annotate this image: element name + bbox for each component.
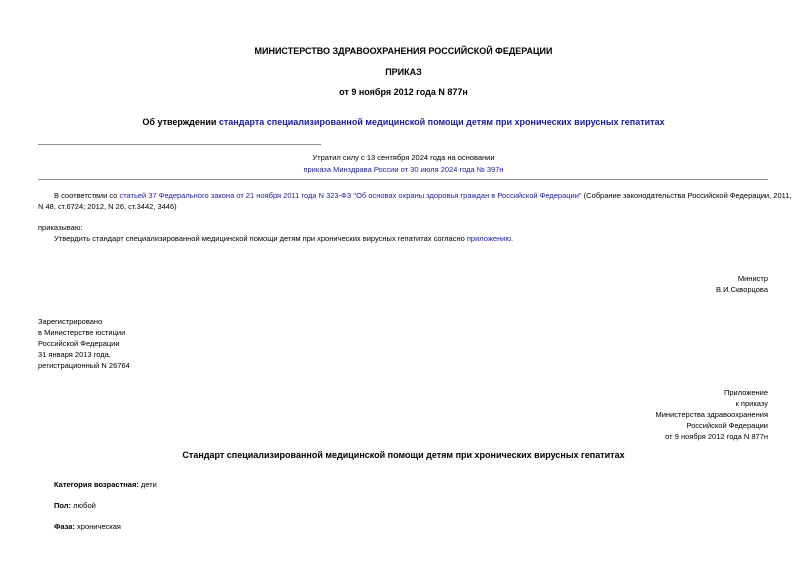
document-type: ПРИКАЗ — [385, 67, 422, 77]
short-divider — [38, 144, 321, 145]
intro-prefix: В соответствии со — [54, 191, 120, 200]
appendix-line: Российской Федерации — [686, 421, 768, 430]
order-word: приказываю: — [38, 223, 83, 232]
field-phase — [54, 522, 121, 531]
registration-line: Российской Федерации — [38, 339, 120, 348]
field-value: дети — [138, 480, 157, 489]
intro-paragraph-line1 — [54, 190, 792, 201]
approve-paragraph — [54, 233, 513, 244]
ministry-heading: МИНИСТЕРСТВО ЗДРАВООХРАНЕНИЯ РОССИЙСКОЙ ФЕДЕРАЦИИ — [254, 46, 553, 56]
field-value: хроническая — [74, 522, 121, 531]
registration-line: регистрационный N 26764 — [38, 361, 130, 370]
title-prefix: Об утверждении — [142, 117, 219, 127]
intro-paragraph-line2: N 48, ст.6724; 2012, N 26, ст.3442, 3446) — [38, 202, 177, 211]
federal-law-link[interactable]: статьей 37 Федерального закона от 21 ноября 2011 года N 323-ФЗ "Об основах охраны здоровья граждан в Российской Федерации" — [119, 191, 582, 200]
signature-position: Министр — [737, 274, 768, 283]
standard-title: Стандарт специализированной медицинской помощи детям при хронических вирусных гепатитах — [182, 450, 625, 460]
registration-line: Зарегистрировано — [38, 317, 103, 326]
title-standard-link[interactable]: стандарта специализированной медицинской помощи детям при хронических вирусных гепатитах — [218, 117, 665, 127]
appendix-line: к приказу — [735, 399, 768, 408]
appendix-block — [656, 387, 769, 442]
intro-suffix: (Собрание законодательства Российской Федерации, 2011, — [581, 191, 792, 200]
document-title — [0, 117, 807, 127]
signature-name: В.И.Скворцова — [716, 285, 768, 294]
status-line: Утратил силу с 13 сентября 2024 года на основании — [312, 153, 495, 162]
appendix-link[interactable]: приложению — [466, 234, 511, 243]
registration-line: 31 января 2013 года, — [38, 350, 111, 359]
approve-suffix: . — [510, 234, 514, 243]
approve-prefix: Утвердить стандарт специализированной медицинской помощи детям при хронических вирусных гепатитах согласно — [54, 234, 467, 243]
document-date-number: от 9 ноября 2012 года N 877н — [339, 87, 468, 97]
field-value: любой — [71, 501, 96, 510]
appendix-line: Министерства здравоохранения — [655, 410, 768, 419]
field-label: Фаза: — [54, 522, 75, 531]
field-age-category — [54, 480, 157, 489]
field-label: Категория возрастная: — [54, 480, 139, 489]
full-divider — [38, 179, 768, 180]
appendix-line: от 9 ноября 2012 года N 877н — [665, 432, 768, 441]
field-sex — [54, 501, 96, 510]
registration-line: в Министерстве юстиции — [38, 328, 126, 337]
repeal-order-link[interactable]: приказа Минздрава России от 30 июля 2024 года № 397н — [303, 165, 504, 174]
field-label: Пол: — [54, 501, 72, 510]
registration-block — [38, 316, 130, 371]
appendix-line: Приложение — [724, 388, 768, 397]
